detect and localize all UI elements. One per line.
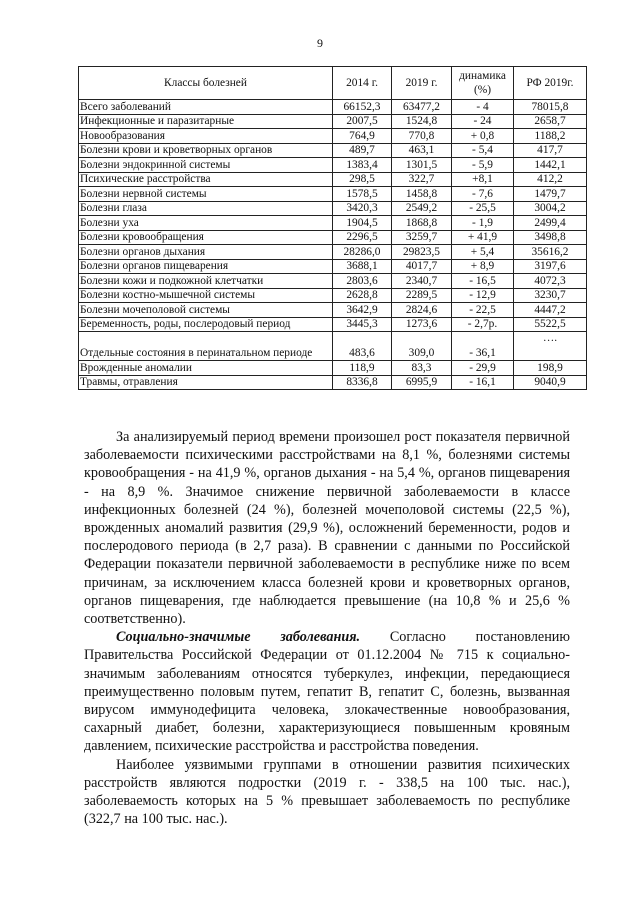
header-disease-class: Классы болезней <box>79 67 333 100</box>
cell-dynamics: - 16,1 <box>452 375 514 390</box>
cell-value-2014: 764,9 <box>333 129 392 144</box>
cell-value-2014: 66152,3 <box>333 100 392 115</box>
paragraph-socially-significant-text: Согласно постановлению Правительства Российской Федерации от 01.12.2004 № 715 к социально-значимым заболеваниям относятся туберкулез, инфекции, передающиеся преимущественно половым путем, гепатит В, гепатит С, болезнь, вызванная вирусом иммунодефицита человека, злокачественные новообразования, сахарный диабет, болезни, характеризующиеся повышенным кровяным давлением, психические расстройства и расстройства поведения. <box>84 629 570 755</box>
cell-dynamics: - 12,9 <box>452 288 514 303</box>
cell-value-2019: 63477,2 <box>392 100 452 115</box>
cell-dynamics: +8,1 <box>452 172 514 187</box>
cell-dynamics: - 1,9 <box>452 216 514 231</box>
cell-value-rf-2019: 198,9 <box>514 361 587 376</box>
table-row <box>79 158 587 173</box>
cell-value-2014: 118,9 <box>333 361 392 376</box>
cell-disease-class: Инфекционные и паразитарные <box>79 114 333 129</box>
cell-dynamics: - 5,4 <box>452 143 514 158</box>
table-body <box>79 100 587 390</box>
cell-value-rf-2019: 35616,2 <box>514 245 587 260</box>
cell-disease-class: Болезни кожи и подкожной клетчатки <box>79 274 333 289</box>
cell-value-2014: 3420,3 <box>333 201 392 216</box>
table-row <box>79 259 587 274</box>
cell-dynamics: - 25,5 <box>452 201 514 216</box>
cell-disease-class: Болезни глаза <box>79 201 333 216</box>
cell-value-2019: 309,0 <box>392 332 452 361</box>
cell-value-2014: 3445,3 <box>333 317 392 332</box>
cell-value-2014: 489,7 <box>333 143 392 158</box>
table-row <box>79 303 587 318</box>
cell-dynamics: + 5,4 <box>452 245 514 260</box>
cell-value-rf-2019: 3197,6 <box>514 259 587 274</box>
disease-statistics-table <box>78 66 587 390</box>
header-dynamics <box>452 67 514 100</box>
cell-disease-class: Новообразования <box>79 129 333 144</box>
table-row <box>79 216 587 231</box>
cell-value-2019: 2340,7 <box>392 274 452 289</box>
cell-value-2014: 1578,5 <box>333 187 392 202</box>
cell-value-rf-2019: 4072,3 <box>514 274 587 289</box>
cell-value-2014: 298,5 <box>333 172 392 187</box>
cell-dynamics: - 29,9 <box>452 361 514 376</box>
cell-value-2019: 2289,5 <box>392 288 452 303</box>
header-rf-2019: РФ 2019г. <box>514 67 587 100</box>
cell-value-rf-2019: 2499,4 <box>514 216 587 231</box>
cell-dynamics: - 5,9 <box>452 158 514 173</box>
page-number: 9 <box>317 36 323 50</box>
cell-dynamics: - 22,5 <box>452 303 514 318</box>
cell-dynamics: - 24 <box>452 114 514 129</box>
body-text <box>84 428 570 828</box>
table-row <box>79 332 587 361</box>
table-row <box>79 201 587 216</box>
cell-value-2019: 463,1 <box>392 143 452 158</box>
cell-value-2014: 28286,0 <box>333 245 392 260</box>
cell-value-rf-2019: 3230,7 <box>514 288 587 303</box>
table-row <box>79 114 587 129</box>
cell-value-2014: 2803,6 <box>333 274 392 289</box>
table-row <box>79 230 587 245</box>
cell-value-rf-2019: 1442,1 <box>514 158 587 173</box>
cell-dynamics: - 16,5 <box>452 274 514 289</box>
cell-disease-class: Беременность, роды, послеродовый период <box>79 317 333 332</box>
cell-value-2014: 3642,9 <box>333 303 392 318</box>
cell-disease-class: Болезни эндокринной системы <box>79 158 333 173</box>
table-row <box>79 143 587 158</box>
paragraph-analysis: За анализируемый период времени произошел рост показателя первичной заболеваемости психическими расстройствами на 8,1 %, болезнями системы кровообращения - на 41,9 %, органов дыхания - на 5,4 %, органов пищеварения - на 8,9 %. Значимое снижение первичной заболеваемости в классе инфекционных болезней (24 %), болезней мочеполовой системы (22,5 %), врожденных аномалий развития (29,9 %), осложнений беременности, родов и послеродового периода (в 2,7 раза). В сравнении с данными по Российской Федерации показатели первичной заболеваемости в республике ниже по всем причинам, за исключением класса болезней крови и кроветворных органов, органов пищеварения, где наблюдается превышение (на 10,8 % и 25,6 % соответственно). <box>84 429 570 628</box>
cell-value-rf-2019: …. <box>514 332 587 361</box>
cell-value-rf-2019: 78015,8 <box>514 100 587 115</box>
cell-value-rf-2019: 1188,2 <box>514 129 587 144</box>
cell-value-2019: 1458,8 <box>392 187 452 202</box>
cell-dynamics: - 2,7р. <box>452 317 514 332</box>
cell-disease-class: Болезни кровообращения <box>79 230 333 245</box>
cell-value-2019: 29823,5 <box>392 245 452 260</box>
cell-dynamics: + 41,9 <box>452 230 514 245</box>
cell-disease-class: Болезни органов пищеварения <box>79 259 333 274</box>
cell-value-rf-2019: 417,7 <box>514 143 587 158</box>
cell-value-2019: 3259,7 <box>392 230 452 245</box>
cell-value-2014: 1383,4 <box>333 158 392 173</box>
cell-dynamics: - 36,1 <box>452 332 514 361</box>
cell-value-2019: 1868,8 <box>392 216 452 231</box>
section-heading-socially-significant: Социально-значимые заболевания. <box>116 629 361 646</box>
cell-value-2019: 1524,8 <box>392 114 452 129</box>
cell-value-rf-2019: 1479,7 <box>514 187 587 202</box>
cell-value-2014: 8336,8 <box>333 375 392 390</box>
cell-value-2014: 1904,5 <box>333 216 392 231</box>
cell-disease-class: Болезни крови и кроветворных органов <box>79 143 333 158</box>
cell-value-2019: 1301,5 <box>392 158 452 173</box>
header-year-2019: 2019 г. <box>392 67 452 100</box>
cell-disease-class: Болезни органов дыхания <box>79 245 333 260</box>
cell-dynamics: + 0,8 <box>452 129 514 144</box>
table-row <box>79 288 587 303</box>
header-year-2014: 2014 г. <box>333 67 392 100</box>
table-row <box>79 317 587 332</box>
cell-value-rf-2019: 9040,9 <box>514 375 587 390</box>
cell-value-2014: 2296,5 <box>333 230 392 245</box>
cell-value-2019: 770,8 <box>392 129 452 144</box>
cell-disease-class: Всего заболеваний <box>79 100 333 115</box>
paragraph-vulnerable-groups: Наиболее уязвимыми группами в отношении развития психических расстройств являются подростки (2019 г. - 338,5 на 100 тыс. нас.), заболеваемость которых на 5 % превышает заболеваемость по республике (322,7 на 100 тыс. нас.). <box>84 756 570 828</box>
cell-value-2014: 2007,5 <box>333 114 392 129</box>
cell-value-2019: 4017,7 <box>392 259 452 274</box>
cell-dynamics: + 8,9 <box>452 259 514 274</box>
cell-value-2019: 83,3 <box>392 361 452 376</box>
table-row <box>79 274 587 289</box>
cell-value-2014: 2628,8 <box>333 288 392 303</box>
cell-value-2019: 1273,6 <box>392 317 452 332</box>
paragraph-socially-significant <box>84 628 570 755</box>
cell-value-2014: 483,6 <box>333 332 392 361</box>
cell-disease-class: Болезни мочеполовой системы <box>79 303 333 318</box>
table-row <box>79 361 587 376</box>
cell-value-rf-2019: 5522,5 <box>514 317 587 332</box>
table-row <box>79 375 587 390</box>
cell-disease-class: Отдельные состояния в перинатальном периоде <box>79 332 333 361</box>
cell-value-rf-2019: 412,2 <box>514 172 587 187</box>
table-row <box>79 129 587 144</box>
cell-disease-class: Болезни уха <box>79 216 333 231</box>
cell-value-rf-2019: 2658,7 <box>514 114 587 129</box>
cell-disease-class: Врожденные аномалии <box>79 361 333 376</box>
table-row <box>79 172 587 187</box>
header-dynamics-unit: (%) <box>473 84 492 96</box>
cell-value-2019: 2824,6 <box>392 303 452 318</box>
table-row <box>79 245 587 260</box>
cell-value-2014: 3688,1 <box>333 259 392 274</box>
cell-value-2019: 6995,9 <box>392 375 452 390</box>
cell-disease-class: Психические расстройства <box>79 172 333 187</box>
table-row <box>79 100 587 115</box>
cell-dynamics: - 4 <box>452 100 514 115</box>
cell-disease-class: Болезни костно-мышечной системы <box>79 288 333 303</box>
cell-value-rf-2019: 3498,8 <box>514 230 587 245</box>
table-row <box>79 187 587 202</box>
cell-value-rf-2019: 4447,2 <box>514 303 587 318</box>
table-header-row <box>79 67 587 100</box>
cell-value-2019: 322,7 <box>392 172 452 187</box>
cell-value-2019: 2549,2 <box>392 201 452 216</box>
cell-dynamics: - 7,6 <box>452 187 514 202</box>
cell-value-rf-2019: 3004,2 <box>514 201 587 216</box>
header-dynamics-label: динамика <box>459 70 506 82</box>
cell-disease-class: Болезни нервной системы <box>79 187 333 202</box>
cell-disease-class: Травмы, отравления <box>79 375 333 390</box>
